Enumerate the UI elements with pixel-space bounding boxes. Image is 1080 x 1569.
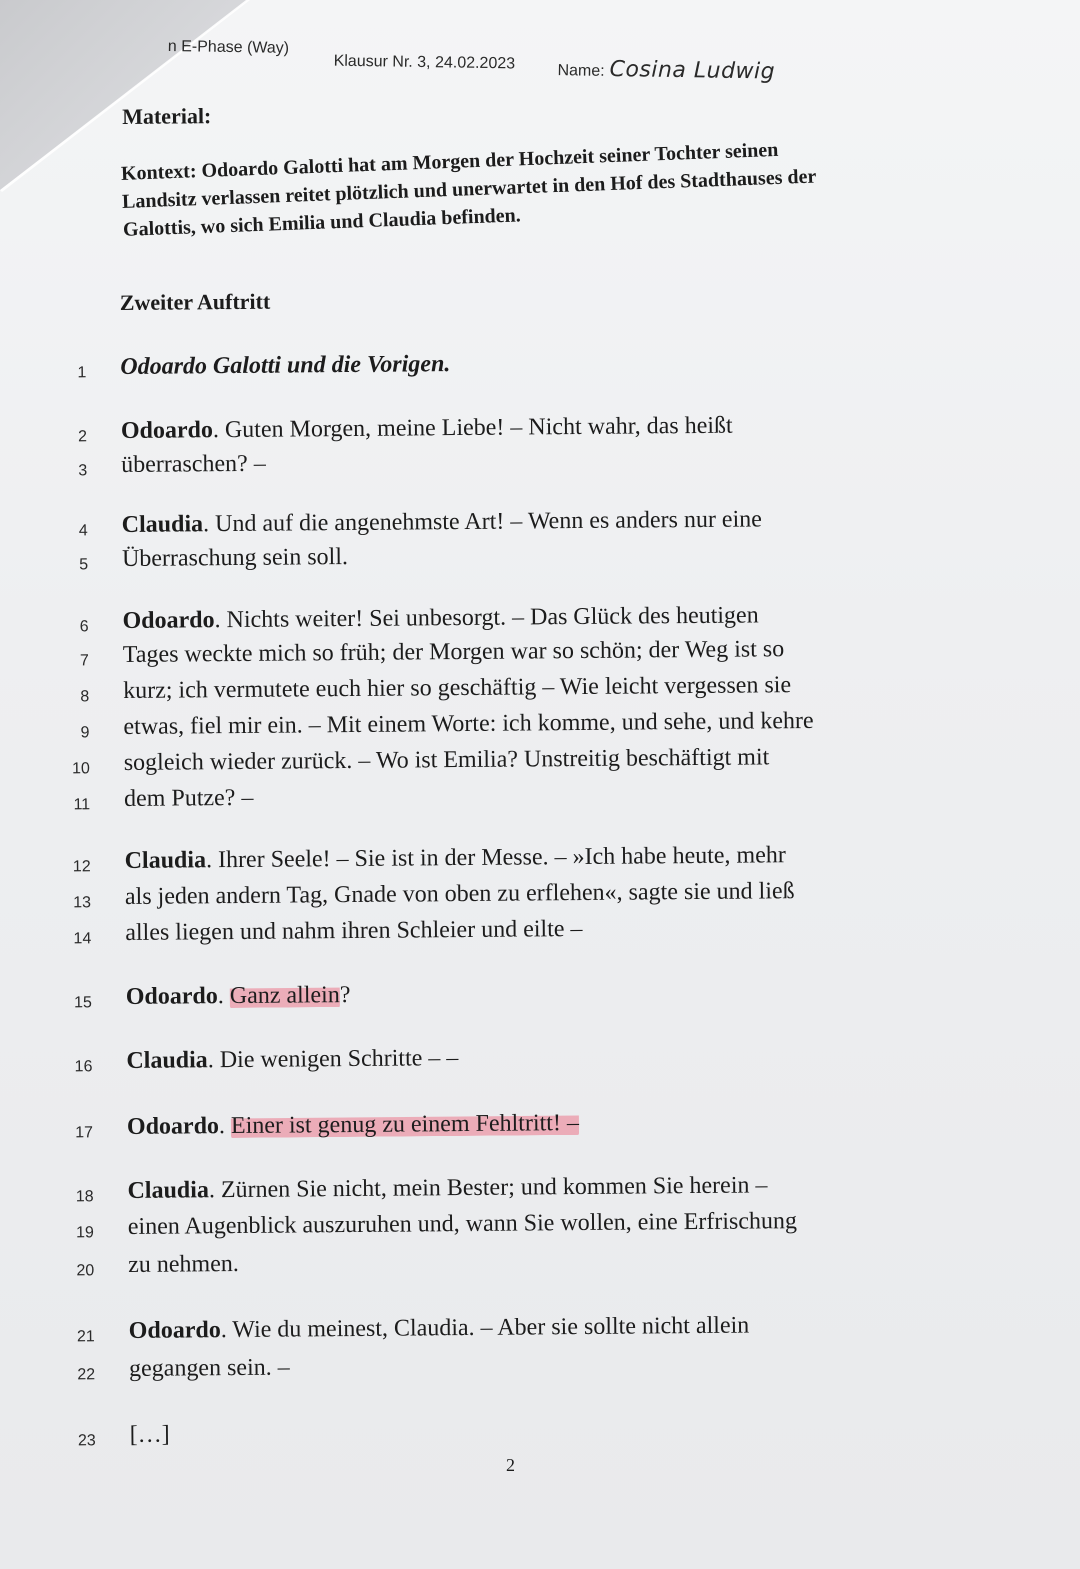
dialogue-line xyxy=(73,876,795,912)
line-number: 17 xyxy=(75,1124,94,1142)
dialogue-line xyxy=(77,411,733,446)
line-number: 22 xyxy=(77,1366,96,1384)
line-text: […] xyxy=(129,1421,170,1448)
line-number: 5 xyxy=(79,556,89,574)
material-title: Material: xyxy=(122,103,212,129)
dialogue-line xyxy=(79,542,349,574)
line-text: Überraschung sein soll. xyxy=(121,544,349,572)
line-text: . Ihrer Seele! – Sie ist in der Messe. – »Ich habe heute, mehr xyxy=(205,842,786,874)
line-number: 11 xyxy=(73,796,91,814)
dialogue-line xyxy=(78,449,266,480)
dialogue-line xyxy=(73,783,254,814)
dialogue-line xyxy=(76,1311,750,1346)
line-text: . Die wenigen Schritte – – xyxy=(207,1045,459,1074)
dialogue-line xyxy=(77,349,451,382)
speaker-name: Claudia xyxy=(124,847,207,874)
line-text: überraschen? – xyxy=(121,450,266,478)
line-number: 18 xyxy=(75,1188,94,1206)
page-number: 2 xyxy=(506,1455,515,1475)
line-number: 7 xyxy=(79,652,89,670)
speaker-name: Claudia xyxy=(126,1047,208,1074)
handwritten-name: Cosina Ludwig xyxy=(609,56,776,85)
dialogue-line xyxy=(80,670,792,706)
speaker-name: Odoardo xyxy=(122,607,215,634)
stage-direction: Odoardo Galotti und die Vorigen. xyxy=(120,351,451,380)
speaker-name: Odoardo xyxy=(128,1317,221,1344)
dialogue-line xyxy=(72,840,786,876)
speaker-name: Odoardo xyxy=(120,417,214,444)
dialogue-line xyxy=(74,1043,459,1076)
dialogue-line xyxy=(71,742,770,778)
dialogue-line xyxy=(77,1353,290,1384)
line-number: 19 xyxy=(76,1224,94,1242)
line-text: . Wie du meinest, Claudia. – Aber sie sollte nicht allein xyxy=(220,1312,750,1344)
line-text: . xyxy=(217,983,230,1010)
line-text: . Guten Morgen, meine Liebe! – Nicht wahr, das heißt xyxy=(212,412,733,444)
line-text-after: ? xyxy=(339,982,351,1009)
line-number: 14 xyxy=(73,930,92,948)
dialogue-line xyxy=(80,706,814,742)
scene-title: Zweiter Auftritt xyxy=(119,288,271,315)
dialogue-line xyxy=(74,980,351,1012)
dialogue-line xyxy=(79,600,759,636)
highlighted-text: Ganz allein xyxy=(229,982,340,1010)
dialogue-line xyxy=(77,1420,170,1450)
line-number: 13 xyxy=(73,894,92,912)
dialogue-line xyxy=(79,634,785,670)
header-phase: n E-Phase (Way) xyxy=(167,38,290,57)
line-number: 12 xyxy=(72,858,91,876)
dialogue-line xyxy=(76,1249,239,1280)
line-text: . Und auf die angenehmste Art! – Wenn es anders nur eine xyxy=(202,506,762,538)
line-number: 10 xyxy=(71,760,90,778)
line-text: zu nehmen. xyxy=(128,1250,239,1278)
line-text: . Zürnen Sie nicht, mein Bester; und kommen Sie herein – xyxy=(208,1172,768,1204)
line-text: etwas, fiel mir ein. – Mit einem Worte: ich komme, und sehe, und kehre xyxy=(123,707,814,740)
header-name-label: Name: xyxy=(557,62,605,80)
line-text: alles liegen und nahm ihren Schleier und eilte – xyxy=(125,915,583,946)
line-number: 8 xyxy=(80,688,90,706)
line-number: 4 xyxy=(78,522,88,540)
line-number: 21 xyxy=(76,1328,95,1346)
line-number: 6 xyxy=(79,618,89,636)
line-number: 2 xyxy=(77,428,88,446)
line-text: . Nichts weiter! Sei unbesorgt. – Das Glück des heutigen xyxy=(214,602,759,634)
line-number: 3 xyxy=(78,462,88,480)
line-number: 9 xyxy=(80,724,90,742)
dialogue-line xyxy=(73,914,583,948)
dialogue-line xyxy=(75,1108,579,1142)
speaker-name: Claudia xyxy=(121,511,204,538)
line-text: Tages weckte mich so früh; der Morgen war so schön; der Weg ist so xyxy=(122,636,785,668)
dialogue-line xyxy=(75,1170,768,1206)
speaker-name: Odoardo xyxy=(125,983,218,1010)
line-number: 1 xyxy=(77,364,87,382)
highlighted-text: Einer ist genug zu einem Fehltritt! – xyxy=(230,1110,579,1140)
line-text: gegangen sein. – xyxy=(128,1354,290,1382)
line-text: dem Putze? – xyxy=(123,784,254,812)
line-text: . xyxy=(218,1113,232,1140)
line-number: 20 xyxy=(76,1262,95,1280)
line-text: sogleich wieder zurück. – Wo ist Emilia? Unstreitig beschäftigt mit xyxy=(123,744,770,776)
line-text: einen Augenblick auszuruhen und, wann Sie wollen, eine Erfrischung xyxy=(127,1208,798,1240)
speaker-name: Odoardo xyxy=(126,1113,220,1140)
line-text: als jeden andern Tag, Gnade von oben zu erflehen«, sagte sie und ließ xyxy=(124,878,795,910)
dialogue-line xyxy=(76,1206,798,1242)
speaker-name: Claudia xyxy=(127,1177,210,1204)
line-text: kurz; ich vermutete euch hier so geschäftig – Wie leicht vergessen sie xyxy=(123,672,792,704)
dialogue-line xyxy=(78,504,762,540)
line-number: 16 xyxy=(74,1058,93,1076)
context-paragraph: Kontext: Odoardo Galotti hat am Morgen der Hochzeit seiner Tochter seinen Landsitz verlassen reitet plötzlich und unerwartet in den Hof des Stadthauses der Galottis, wo sich Emilia und Claudia befinden. xyxy=(120,138,817,241)
line-number: 23 xyxy=(77,1432,96,1450)
line-number: 15 xyxy=(74,994,92,1012)
header-klausur: Klausur Nr. 3, 24.02.2023 xyxy=(333,52,516,73)
